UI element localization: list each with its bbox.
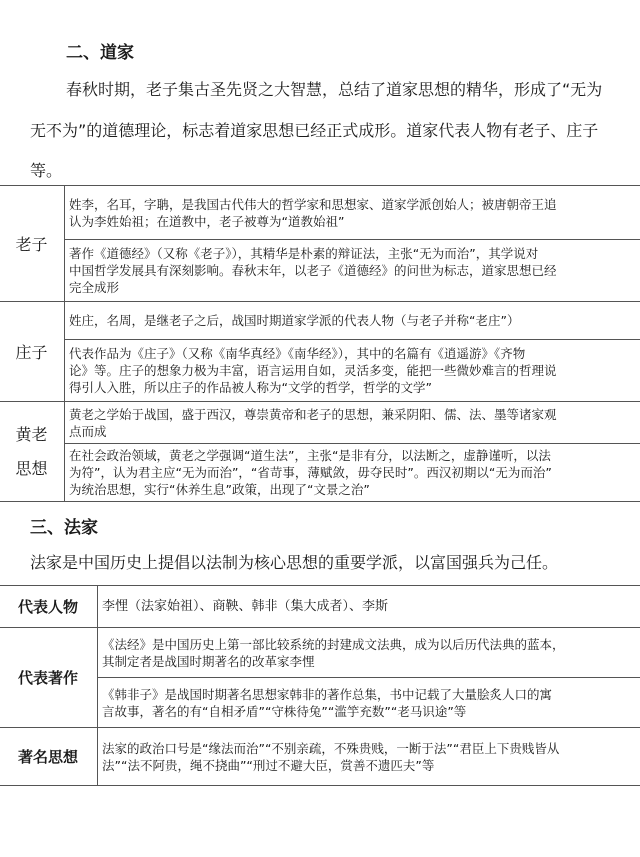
huanglao-politics: 在社会政治领域，黄老之学强调“道生法”，主张“是非有分，以法断之，虚静谨听，以法 为符”，认为君主应“无为而治”，“省苛事，薄赋敛，毋夺民时”。西汉初期以“无为而治” 为统治思想，实行“休养生息”政策，出现了“文景之治” bbox=[69, 448, 552, 497]
section-heading-daoism: 二、道家 bbox=[66, 43, 134, 63]
legalism-table bbox=[0, 585, 640, 786]
huanglao-label: 黄老 思想 bbox=[0, 402, 65, 502]
zhuangzi-works: 代表作品为《庄子》（又称《南华真经》《南华经》），其中的名篇有《逍遥游》《齐物 论》等。庄子的想象力极为丰富，语言运用自如，灵活多变，能把一些微妙难言的哲理说 得引人入胜，所以庄子的作品被人称为“文学的哲学，哲学的文学” bbox=[69, 346, 557, 395]
works-fajing: 《法经》是中国历史上第一部比较系统的封建成文法典，成为以后历代法典的蓝本， 其制定者是战国时期著名的改革家李悝 bbox=[102, 636, 565, 669]
figures-label: 代表人物 bbox=[0, 586, 98, 628]
works-hanfeizi: 《韩非子》是战国时期著名思想家韩非的著作总集，书中记载了大量脍炙人口的寓 言故事，著名的有“自相矛盾”“守株待兔”“滥竽充数”“老马识途”等 bbox=[102, 686, 553, 719]
legalism-intro: 法家是中国历史上提倡以法制为核心思想的重要学派，以富国强兵为己任。 bbox=[30, 553, 559, 572]
laozi-bio: 姓李，名耳，字聃，是我国古代伟大的哲学家和思想家、道家学派创始人；被唐朝帝王追 认为李姓始祖；在道教中，老子被尊为“道教始祖” bbox=[69, 196, 557, 229]
zhuangzi-label: 庄子 bbox=[0, 302, 65, 402]
intro-line-2: 无不为”的道德理论，标志着道家思想已经正式成形。道家代表人物有老子、庄子 bbox=[30, 121, 599, 140]
laozi-works: 著作《道德经》（又称《老子》），其精华是朴素的辩证法，主张“无为而治”，其学说对 中国哲学发展具有深刻影响。春秋末年，以老子《道德经》的问世为标志，道家思想已经 完全成形 bbox=[69, 246, 557, 295]
thought-content: 法家的政治口号是“缘法而治”“不别亲疏，不殊贵贱，一断于法”“君臣上下贵贱皆从 法”“法不阿贵，绳不挠曲”“刑过不避大臣，赏善不遗匹夫”等 bbox=[102, 740, 560, 773]
huanglao-origin: 黄老之学始于战国，盛于西汉，尊崇黄帝和老子的思想，兼采阴阳、儒、法、墨等诸家观 点而成 bbox=[69, 406, 557, 439]
intro-line-1: 春秋时期，老子集古圣先贤之大智慧，总结了道家思想的精华，形成了“无为 bbox=[66, 80, 603, 99]
section-heading-legalism: 三、法家 bbox=[30, 518, 98, 538]
figures-content: 李悝（法家始祖）、商鞅、韩非（集大成者）、李斯 bbox=[102, 599, 389, 614]
works-label: 代表著作 bbox=[0, 628, 98, 728]
zhuangzi-bio: 姓庄，名周，是继老子之后，战国时期道家学派的代表人物（与老子并称“老庄”） bbox=[69, 313, 520, 328]
laozi-label: 老子 bbox=[0, 186, 65, 302]
intro-line-3: 等。 bbox=[30, 161, 63, 180]
thought-label: 著名思想 bbox=[0, 728, 98, 786]
daoism-table bbox=[0, 185, 640, 502]
